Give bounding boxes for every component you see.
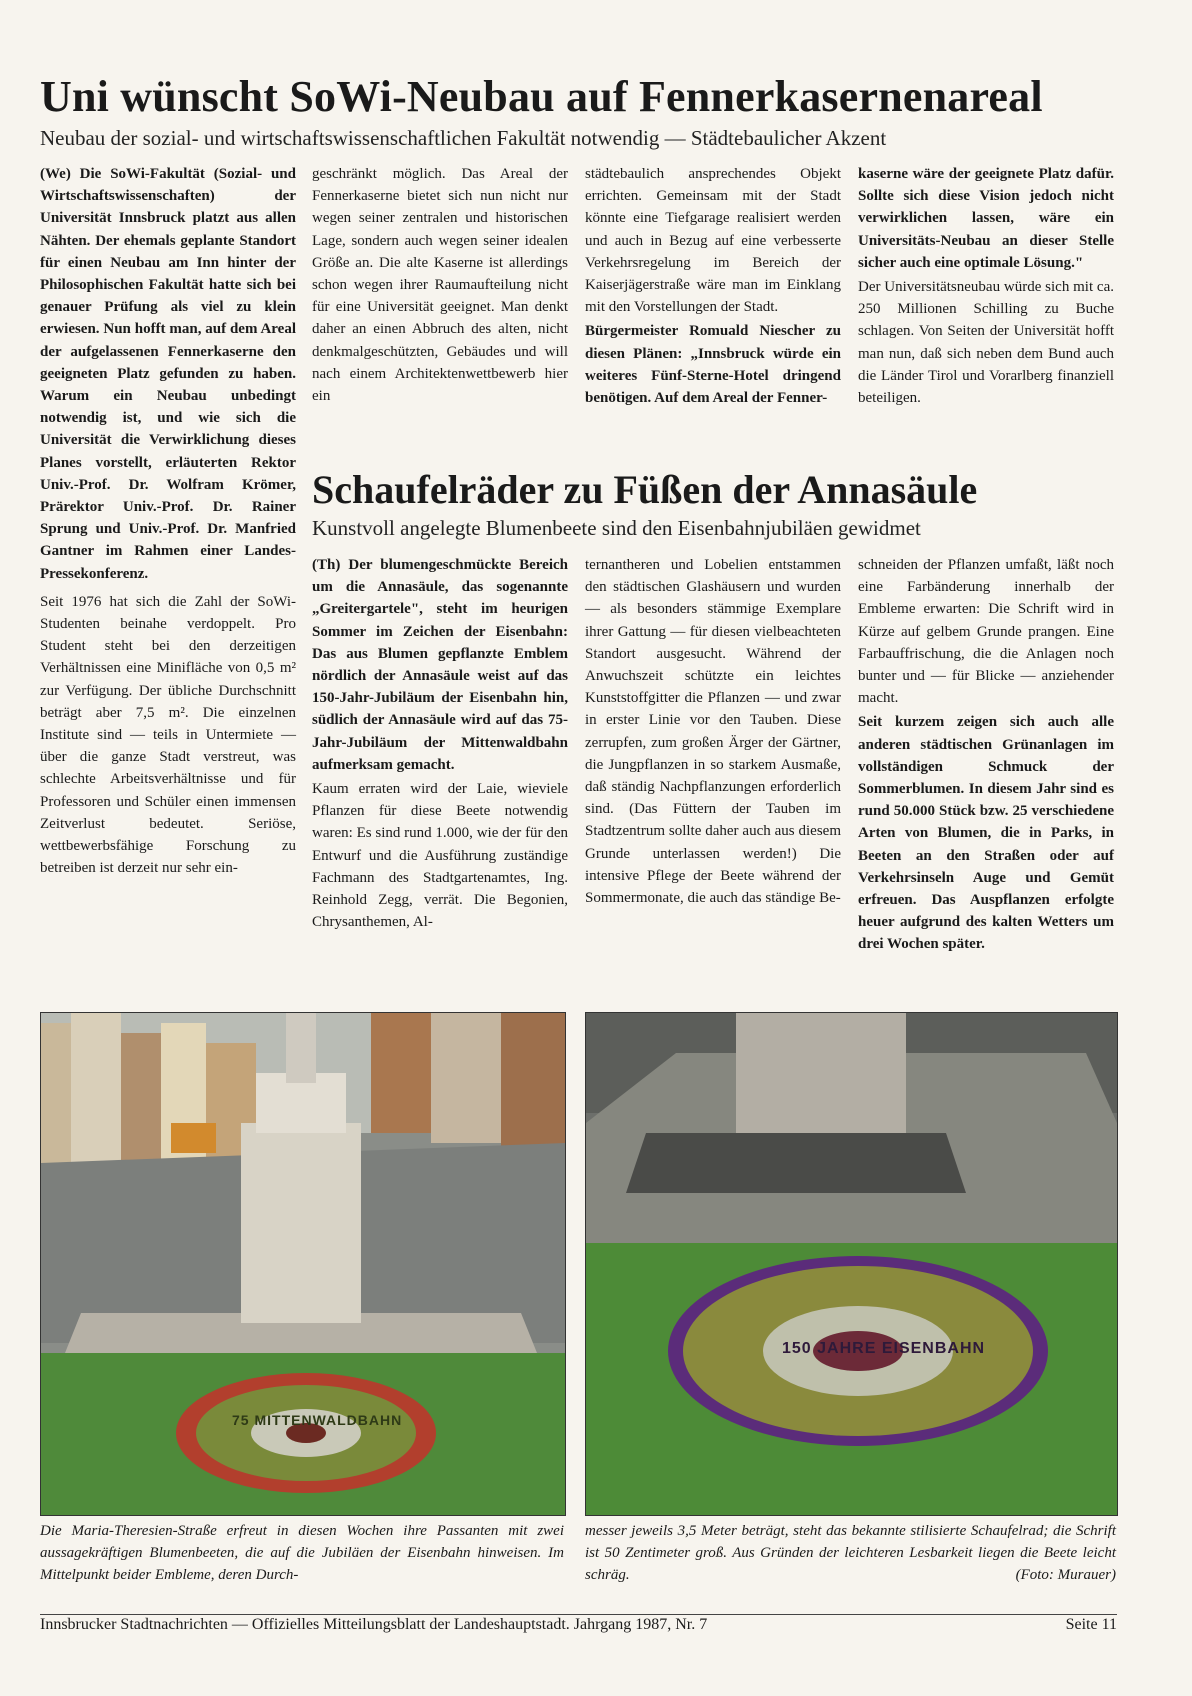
article1-column-1 (40, 163, 296, 880)
article2-body-1: Kaum erraten wird der Laie, wieviele Pflanzen für diese Beete notwendig waren: Es sind rund 1.000, wie der für den Entwurf und die Ausführung zuständige Fachmann des Stadtgartenamtes, Ing. Reinhold Zegg, verrät. Die Begonien, Chrysanthemen, Al- (312, 781, 568, 931)
article2-body-2: ternantheren und Lobelien entstammen den städtischen Glashäusern und wurden — als besonders stämmige Exemplare ihrer Gattung — für diesen vielbeachteten Standort ausgesucht. Während der Anwuchszeit schützte ein leichtes Kunststoffgitter die Pflanzen — und zwar in erster Linie vor den Tauben. Diese zerrupfen, zum großen Ärger der Gärtner, die Jungpflanzen in so starkem Ausmaße, daß ständig Nachpflanzungen erforderlich sind. (Das Füttern der Tauben im Stadtzentrum sollte daher auch aus diesem Grunde unterlassen werden!) Die intensive Pflege der Beete während der Sommermonate, die auch das ständige Be- (585, 557, 841, 907)
article2-column-2 (585, 554, 841, 909)
article2-subheadline: Kunstvoll angelegte Blumenbeete sind den Eisenbahnjubiläen gewidmet (312, 516, 921, 540)
article1-lead: (We) Die SoWi-Fakultät (Sozial- und Wirtschaftswissenschaften) der Universität Innsbruck platzt aus allen Nähten. Der ehemals geplante Standort für einen Neubau am Inn hinter der Philosophischen Fakultät hatte sich bei genauer Prüfung als viel zu klein erwiesen. Nun hofft man, auf dem Areal der aufgelassenen Fennerkaserne den geeigneten Platz gefunden zu haben. Warum ein Neubau unbedingt notwendig ist, und wie sich die Universität die Verwirklichung dieses Planes vorstellt, erläuterten Rektor Univ.-Prof. Dr. Wolfram Krömer, Prärektor Univ.-Prof. Dr. Rainer Sprung und Univ.-Prof. Dr. Manfried Gantner im Rahmen einer Landes-Pressekonferenz. (40, 166, 296, 582)
photo-annasaeule-street (40, 1012, 566, 1516)
article1-column-2 (312, 163, 568, 407)
article1-column-4 (858, 163, 1114, 409)
article2-body-3: schneiden der Pflanzen umfaßt, läßt noch eine Farbänderung innerhalb der Embleme erwarten: Die Schrift wird in Kürze auf gelbem Grunde prangen. Eine Farbauffrischung, die die Anlagen noch bunter und — für Blicke — anziehender macht. (858, 557, 1114, 707)
article1-quote-start: Bürgermeister Romuald Niescher zu diesen Plänen: „Innsbruck würde ein weiteres Fünf-Sterne-Hotel dringend benötigen. Auf dem Areal der Fenner- (585, 323, 841, 407)
article1-body-4: Der Universitätsneubau würde sich mit ca. 250 Millionen Schilling zu Buche schlagen. Von Seiten der Universität hofft man nun, daß sich neben dem Bund auch die Länder Tirol und Vorarlberg finanziell beteiligen. (858, 279, 1114, 407)
article2-column-3 (858, 554, 1114, 956)
article1-headline: Uni wünscht SoWi-Neubau auf Fennerkasernenareal (40, 72, 1043, 121)
article1-body-3: städtebaulich ansprechendes Objekt errichten. Gemeinsam mit der Stadt könnte eine Tiefgarage realisiert werden und auch in Bezug auf eine verbesserte Verkehrsregelung im Bereich der Kaiserjägerstraße wäre man im Einklang mit den Vorstellungen der Stadt. (585, 166, 841, 316)
flowerbed-illustration (586, 1013, 1117, 1515)
article1-body-1: Seit 1976 hat sich die Zahl der SoWi-Studenten beinahe verdoppelt. Pro Student steht bei den derzeitigen Verhältnissen eine Minifläche von 0,5 m² zur Verfügung. Der übliche Durchschnitt beträgt aber 7,5 m². Die einzelnen Institute sind — teils in Untermiete — über die ganze Stadt verstreut, was schlechte Arbeitsverhältnisse und für Professoren und Schüler einen immensen Zeitverlust bedeutet. Seriöse, wettbewerbsfähige Forschung zu betreiben ist derzeit nur sehr ein- (40, 593, 296, 877)
article1-body-2: geschränkt möglich. Das Areal der Fennerkaserne bietet sich nun nicht nur wegen seiner zentralen und historischen Lage, sondern auch wegen seiner idealen Größe an. Die alte Kaserne ist allerdings schon wegen ihrer Raumaufteilung nicht für eine Universität geeignet. Man denkt daher an einen Abbruch des alten, nicht denkmalgeschützten, Gebäudes und will nach einem Architektenwettbewerb hier ein (312, 166, 568, 405)
article2-lead: (Th) Der blumengeschmückte Bereich um die Annasäule, das sogenannte „Greitergartele", steht im heurigen Sommer im Zeichen der Eisenbahn: Das aus Blumen gepflanzte Emblem nördlich der Annasäule weist auf das 150-Jahr-Jubiläum der Eisenbahn hin, südlich der Annasäule wird auf das 75-Jahr-Jubiläum der Mittenwaldbahn aufmerksam gemacht. (312, 557, 568, 773)
photo-right-emblem-text: 150 JAHRE EISENBAHN (782, 1340, 986, 1357)
article2-bold-paragraph: Seit kurzem zeigen sich auch alle anderen städtischen Grünanlagen im vollständigen Schmuck der Sommerblumen. In diesem Jahr sind es rund 50.000 Stück bzw. 25 verschiedene Arten von Blumen, die in Parks, in Beeten an den Straßen oder auf Verkehrsinseln Auge und Gemüt erfreuen. Das Auspflanzen erfolgte heuer aufgrund des kalten Wetters um drei Wochen später. (858, 714, 1114, 953)
article2-headline: Schaufelräder zu Füßen der Annasäule (312, 467, 978, 512)
photo-caption-right-text: messer jeweils 3,5 Meter beträgt, steht das bekannte stilisierte Schaufelrad; die Schrift ist 50 Zentimeter groß. Aus Gründen der leichteren Lesbarkeit liegen die Beete leicht schräg. (585, 1523, 1116, 1583)
photo-flowerbed-eisenbahn (585, 1012, 1118, 1516)
article2-column-1 (312, 554, 568, 933)
footer-rule (40, 1614, 1117, 1615)
article1-subheadline: Neubau der sozial- und wirtschaftswissenschaftlichen Fakultät notwendig — Städtebaulicher Akzent (40, 126, 887, 150)
photo-caption-right (585, 1520, 1116, 1586)
photo-caption-left: Die Maria-Theresien-Straße erfreut in diesen Wochen ihre Passanten mit zwei aussagekräftigen Blumenbeeten, die auf die Jubiläen der Eisenbahn hinweisen. Im Mittelpunkt beider Embleme, deren Durch- (40, 1523, 564, 1583)
page-footer (40, 1616, 1117, 1634)
article1-quote-end: kaserne wäre der geeignete Platz dafür. Sollte sich diese Vision jedoch nicht verwirklichen lassen, wäre ein Universitäts-Neubau an dieser Stelle sicher auch eine optimale Lösung." (858, 166, 1114, 271)
article1-column-3 (585, 163, 841, 409)
footer-page-number: Seite 11 (1065, 1616, 1117, 1633)
street-scene-illustration (41, 1013, 565, 1515)
photo-left-emblem-text: 75 MITTENWALDBAHN (232, 1412, 403, 1428)
footer-publication: Innsbrucker Stadtnachrichten — Offizielles Mitteilungsblatt der Landeshauptstadt. Jahrgang 1987, Nr. 7 (40, 1616, 708, 1633)
photo-credit: (Foto: Murauer) (1015, 1567, 1116, 1583)
